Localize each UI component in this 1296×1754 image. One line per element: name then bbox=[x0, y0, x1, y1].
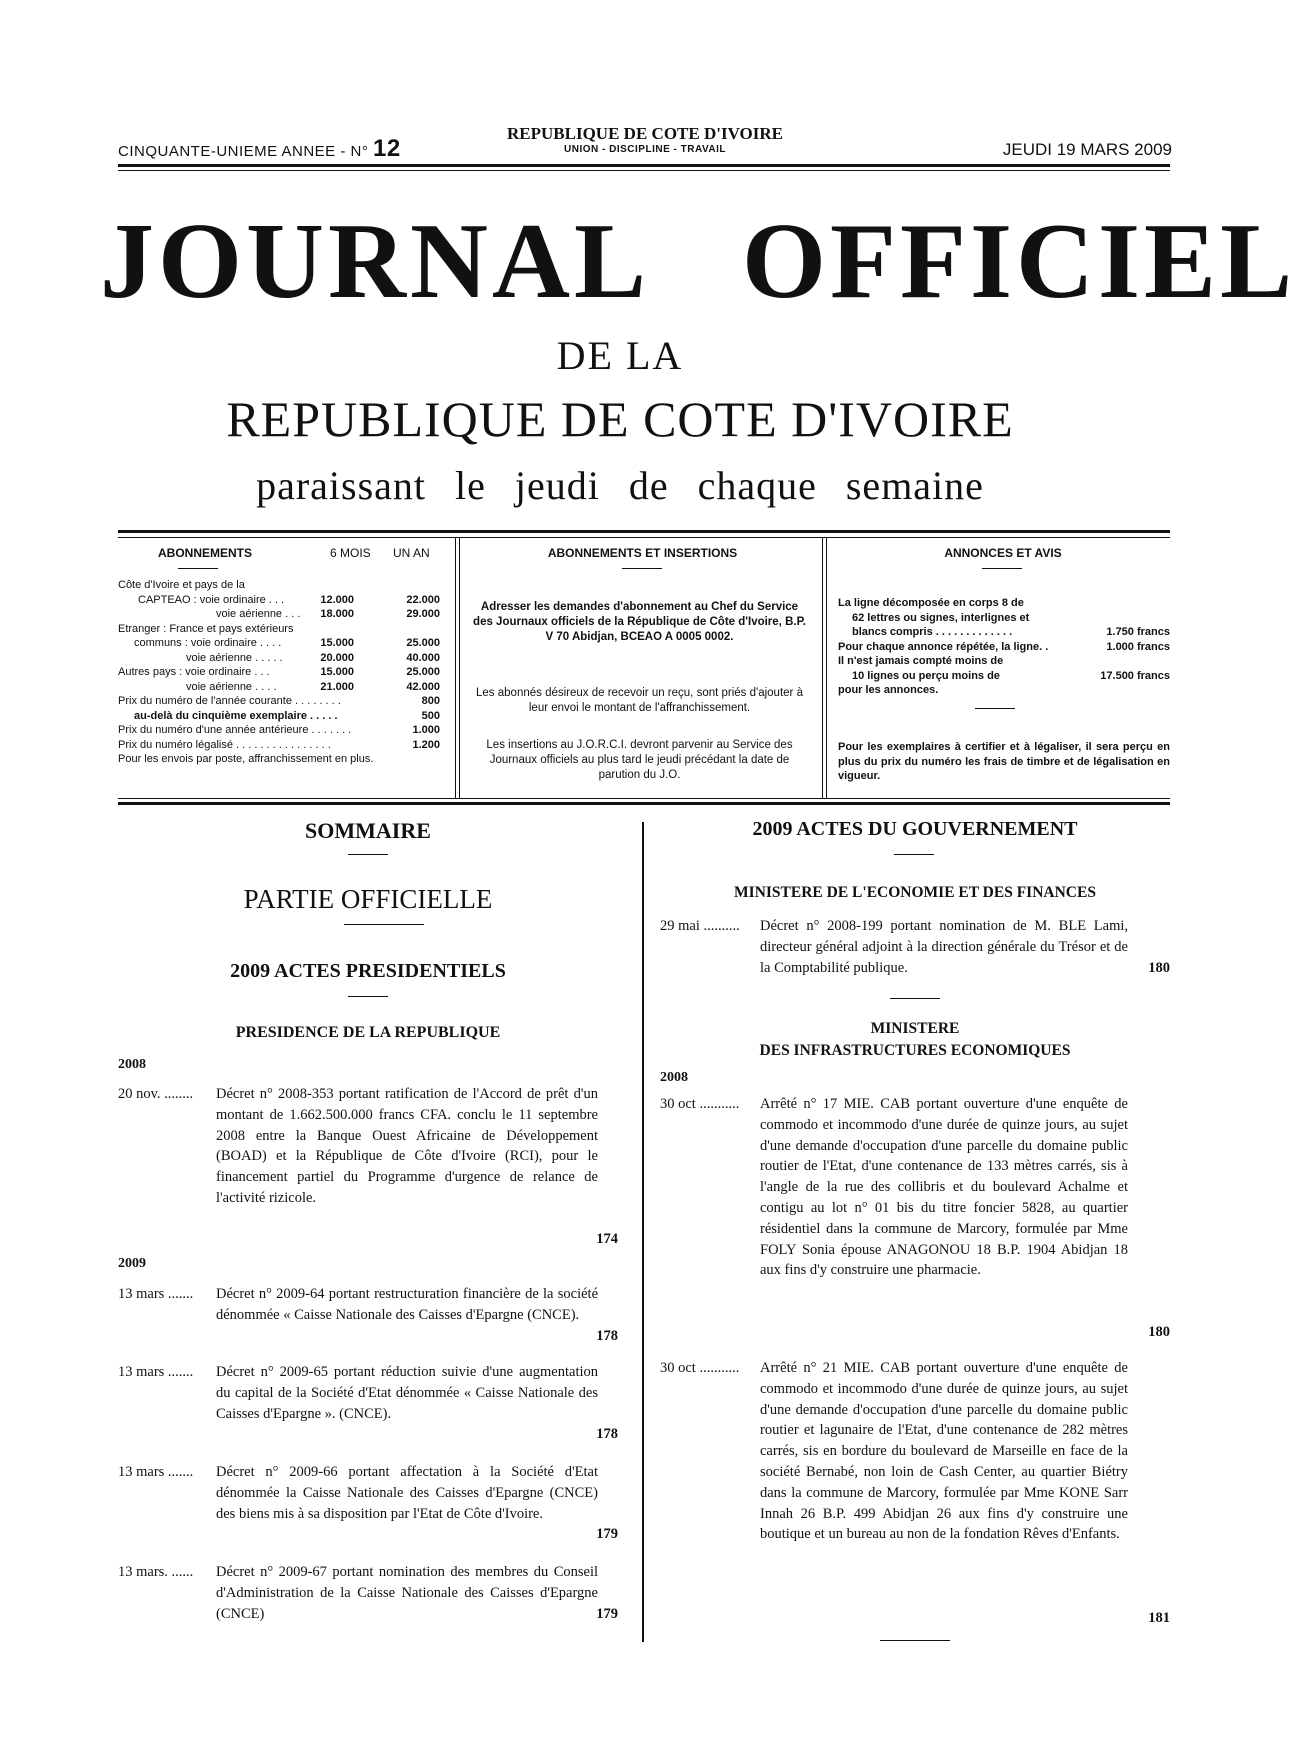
entry-date: 13 mars ....... bbox=[118, 1364, 194, 1380]
partie-officielle-underline bbox=[344, 924, 424, 925]
issue-number-value: 12 bbox=[373, 135, 401, 162]
year-label: 2009 bbox=[118, 1256, 146, 1271]
abonnements-row: Etranger : France et pays extérieurs bbox=[118, 622, 294, 635]
entry-date: 29 mai .......... bbox=[660, 918, 740, 934]
sommaire-entry bbox=[118, 1562, 618, 1632]
annonces-legalisation: Pour les exemplaires à certifier et à légaliser, il sera perçu en plus du prix du numéro les frais de timbre et de légalisation en vigueur. bbox=[838, 741, 1170, 782]
entry-page: 179 bbox=[596, 1606, 618, 1622]
box-top-rule-thin bbox=[118, 537, 1170, 538]
annonces-line: Pour chaque annonce répétée, la ligne. . 1.000 francs bbox=[838, 640, 1170, 653]
box-bottom-rule bbox=[118, 802, 1170, 805]
ministere-divider bbox=[890, 998, 940, 999]
entry-date: 13 mars. ...... bbox=[118, 1564, 194, 1580]
entry-date: 20 nov. ........ bbox=[118, 1086, 194, 1102]
journal-title bbox=[100, 200, 1296, 324]
annonces-line: pour les annonces. bbox=[838, 684, 939, 696]
annonces-price: 1.000 francs bbox=[1106, 640, 1170, 653]
header-republic-name: REPUBLIQUE DE COTE D'IVOIRE bbox=[507, 124, 783, 143]
issue-date: JEUDI 19 MARS 2009 bbox=[1002, 140, 1172, 159]
title-republique: REPUBLIQUE DE COTE D'IVOIRE bbox=[226, 391, 1014, 447]
abonnements-row: Prix du numéro légalisé . . . . . . . . . . . . . . . . 1.200 bbox=[118, 738, 440, 751]
entry-date: 30 oct ........... bbox=[660, 1360, 740, 1376]
ministere-infra-line2: DES INFRASTRUCTURES ECONOMIQUES bbox=[759, 1042, 1071, 1059]
sommaire-entry bbox=[118, 1084, 618, 1254]
presidence-title: PRESIDENCE DE LA REPUBLIQUE bbox=[235, 1024, 501, 1041]
abonnements-col-1an: UN AN bbox=[393, 546, 430, 560]
box-divider-1b bbox=[459, 537, 460, 798]
sommaire-title-underline bbox=[348, 854, 388, 855]
ministere-infrastructures bbox=[660, 1018, 1170, 1062]
box-divider-2a bbox=[822, 537, 823, 798]
annonces-line: 10 lignes ou perçu moins de 17.500 francs bbox=[852, 669, 1170, 682]
annonces-line: blancs compris . . . . . . . . . . . . . 1.750 francs bbox=[852, 626, 1170, 638]
insertions-delai: Les insertions au J.O.R.C.I. devront parvenir au Service des Journaux officiels au plus tard le jeudi précédant la date de parution du J.O. bbox=[486, 739, 793, 781]
entry-text: Décret n° 2009-64 portant restructuration financière de la société dénommée « Caisse Nationale des Caisses d'Epargne (CNCE). bbox=[216, 1286, 598, 1323]
entry-page: 181 bbox=[1148, 1610, 1170, 1626]
partie-officielle: PARTIE OFFICIELLE bbox=[243, 884, 493, 914]
entry-page: 178 bbox=[596, 1426, 618, 1442]
actes-presidentiels-title: 2009 ACTES PRESIDENTIELS bbox=[230, 960, 506, 982]
entry-page: 180 bbox=[1148, 960, 1170, 976]
entry-text: Décret n° 2009-67 portant nomination des membres du Conseil d'Administration de la Caisse Nationale des Caisses d'Epargne (CNCE) bbox=[216, 1564, 598, 1622]
header-republic bbox=[450, 124, 840, 155]
abonnements-row: Autres pays : voie ordinaire . . . 15.000 25.000 bbox=[118, 666, 440, 678]
abonnements-table bbox=[118, 578, 448, 767]
box-divider-2b bbox=[826, 537, 827, 798]
journal-title-word1: JOURNAL bbox=[100, 202, 651, 321]
annonces-line: La ligne décomposée en corps 8 de bbox=[838, 597, 1024, 609]
column-divider bbox=[642, 822, 644, 1642]
entry-date: 30 oct ........... bbox=[660, 1096, 740, 1112]
entry-text: Arrêté n° 17 MIE. CAB portant ouverture d'une enquête de commodo et incommodo d'une durée de quinze jours, au sujet d'une demande d'occupation d'une parcelle du domaine public routier de l'Etat, d'une contenance de 133 mètres carrés, sis à l'angle de la rue des collibris et du boulevard Achalme et contigu au lot n° 01 bis du titre foncier 5828, au quartier résidentiel dans la commune de Marcory, formulée par Mme FOLY Sonia épouse ANAGONOU 18 B.P. 1904 Abidjan 18 aux fins d'y construire une pharmacie. bbox=[760, 1096, 1128, 1279]
title-parution: paraissant le jeudi de chaque semaine bbox=[256, 463, 984, 508]
abonnements-col-6mois: 6 MOIS bbox=[330, 546, 371, 560]
entry-text: Décret n° 2008-353 portant ratification de l'Accord de prêt d'un montant de 1.662.500.000 francs CFA. conclu le 11 septembre 2008 entre la Banque Ouest Africaine de Développement (BOAD) et la République de Côte d'Ivoire (RCI), pour le financement partiel du Programme d'urgence de relance de l'activité rizicole. bbox=[216, 1086, 598, 1206]
ministere-infra-line1: MINISTERE bbox=[870, 1020, 960, 1037]
entry-date: 13 mars ....... bbox=[118, 1464, 194, 1480]
annonces-heading: ANNONCES ET AVIS bbox=[944, 546, 1062, 560]
header-motto: UNION - DISCIPLINE - TRAVAIL bbox=[564, 144, 726, 155]
abonnements-row: voie aérienne . . . 18.000 29.000 bbox=[216, 608, 440, 620]
entry-date: 13 mars ....... bbox=[118, 1286, 194, 1302]
abonnements-row: Prix du numéro de l'année courante . . . . . . . . 800 bbox=[118, 695, 440, 707]
entry-text: Décret n° 2008-199 portant nomination de M. BLE Lami, directeur général adjoint à la direction générale du Trésor et de la Comptabilité publique. bbox=[760, 918, 1128, 976]
annonces-price: 17.500 francs bbox=[1100, 669, 1170, 682]
actes-gouvernement-underline bbox=[894, 854, 934, 855]
abonnements-row: voie aérienne . . . . . 20.000 40.000 bbox=[186, 651, 440, 664]
annonces-line: Il n'est jamais compté moins de bbox=[838, 655, 1004, 667]
abonnements-row: Prix du numéro d'une année antérieure . . . . . . . 1.000 bbox=[118, 724, 440, 736]
actes-gouvernement-title: 2009 ACTES DU GOUVERNEMENT bbox=[752, 818, 1078, 840]
annonces-tarifs bbox=[838, 596, 1170, 698]
actes-presidentiels-underline bbox=[348, 996, 388, 997]
sommaire-entry bbox=[118, 1462, 618, 1552]
sommaire-title: SOMMAIRE bbox=[305, 818, 431, 843]
header-rule-thin bbox=[118, 170, 1170, 171]
gouvernement-entry bbox=[660, 1094, 1170, 1344]
abonnements-box bbox=[118, 546, 448, 562]
gouvernement-entry bbox=[660, 916, 1170, 986]
end-divider bbox=[880, 1640, 950, 1641]
entry-text: Décret n° 2009-65 portant réduction suivie d'une augmentation du capital de la Société d'Etat dénommée « Caisse Nationale des Caisses d'Epargne ». (CNCE). bbox=[216, 1364, 598, 1422]
abonnements-row: CAPTEAO : voie ordinaire . . . 12.000 22.000 bbox=[138, 593, 440, 606]
sommaire-entry bbox=[118, 1284, 618, 1354]
annonces-line: 62 lettres ou signes, interlignes et bbox=[852, 611, 1030, 624]
year-label: 2008 bbox=[660, 1070, 688, 1085]
sommaire-entry bbox=[118, 1362, 618, 1452]
abonnements-row: voie aérienne . . . . 21.000 42.000 bbox=[186, 680, 440, 693]
abonnements-heading: ABONNEMENTS bbox=[158, 546, 253, 560]
entry-page: 174 bbox=[596, 1231, 618, 1247]
abonnements-heading-underline bbox=[178, 568, 218, 569]
insertions-recu: Les abonnés désireux de recevoir un reçu, sont priés d'ajouter à leur envoi le montant de l'affranchissement. bbox=[476, 687, 803, 714]
annonces-heading-underline bbox=[982, 568, 1022, 569]
box-bottom-rule-thin bbox=[118, 798, 1170, 799]
year-label: 2008 bbox=[118, 1057, 146, 1072]
insertions-heading: ABONNEMENTS ET INSERTIONS bbox=[547, 546, 738, 560]
annonces-divider bbox=[975, 708, 1015, 709]
entry-page: 179 bbox=[596, 1526, 618, 1542]
insertions-address: Adresser les demandes d'abonnement au Chef du Service des Journaux officiels de la République de Côte d'Ivoire, B.P. V 70 Abidjan, BCEAO A 0005 0002. bbox=[473, 601, 806, 643]
issue-year-label: CINQUANTE-UNIEME ANNEE - N° bbox=[118, 143, 369, 160]
box-divider-1a bbox=[455, 537, 456, 798]
issue-number bbox=[118, 135, 401, 163]
box-top-rule bbox=[118, 530, 1170, 533]
entry-page: 180 bbox=[1148, 1324, 1170, 1340]
entry-page: 178 bbox=[596, 1328, 618, 1344]
abonnements-row: au-delà du cinquième exemplaire . . . . . 500 bbox=[134, 709, 440, 722]
ministere-economie: MINISTERE DE L'ECONOMIE ET DES FINANCES bbox=[734, 884, 1096, 901]
abonnements-row: Pour les envois par poste, affranchissement en plus. bbox=[118, 753, 374, 765]
entry-text: Décret n° 2009-66 portant affectation à la Société d'Etat dénommée la Caisse Nationale des Caisses d'Epargne (CNCE) des biens mis à sa disposition par l'Etat de Côte d'Ivoire. bbox=[216, 1464, 598, 1522]
abonnements-row: communs : voie ordinaire . . . . 15.000 25.000 bbox=[134, 637, 440, 649]
header-rule bbox=[118, 164, 1170, 167]
gouvernement-entry bbox=[660, 1358, 1170, 1628]
annonces-price: 1.750 francs bbox=[1106, 626, 1170, 638]
journal-title-word2: OFFICIEL bbox=[742, 202, 1296, 321]
abonnements-row: Côte d'Ivoire et pays de la bbox=[118, 579, 245, 591]
insertions-heading-underline bbox=[622, 568, 662, 569]
title-de-la: DE LA bbox=[556, 333, 684, 378]
entry-text: Arrêté n° 21 MIE. CAB portant ouverture d'une enquête de commodo et incommodo d'une durée de quinze jours, au sujet d'une demande d'occupation d'une parcelle du domaine public routier et lagunaire de l'Etat, d'une contenance de 282 mètres carrés, sis en bordure du boulevard de Marseille en face de la société Bernabé, non loin de Cash Center, au quartier Biétry dans la commune de Marcory, formulée par Mme KONE Sarr Innah 26 B.P. 499 Abidjan 26 aux fins d'y construire une boutique et un bureau au non de la fondation Rêves d'Enfants. bbox=[760, 1360, 1128, 1543]
